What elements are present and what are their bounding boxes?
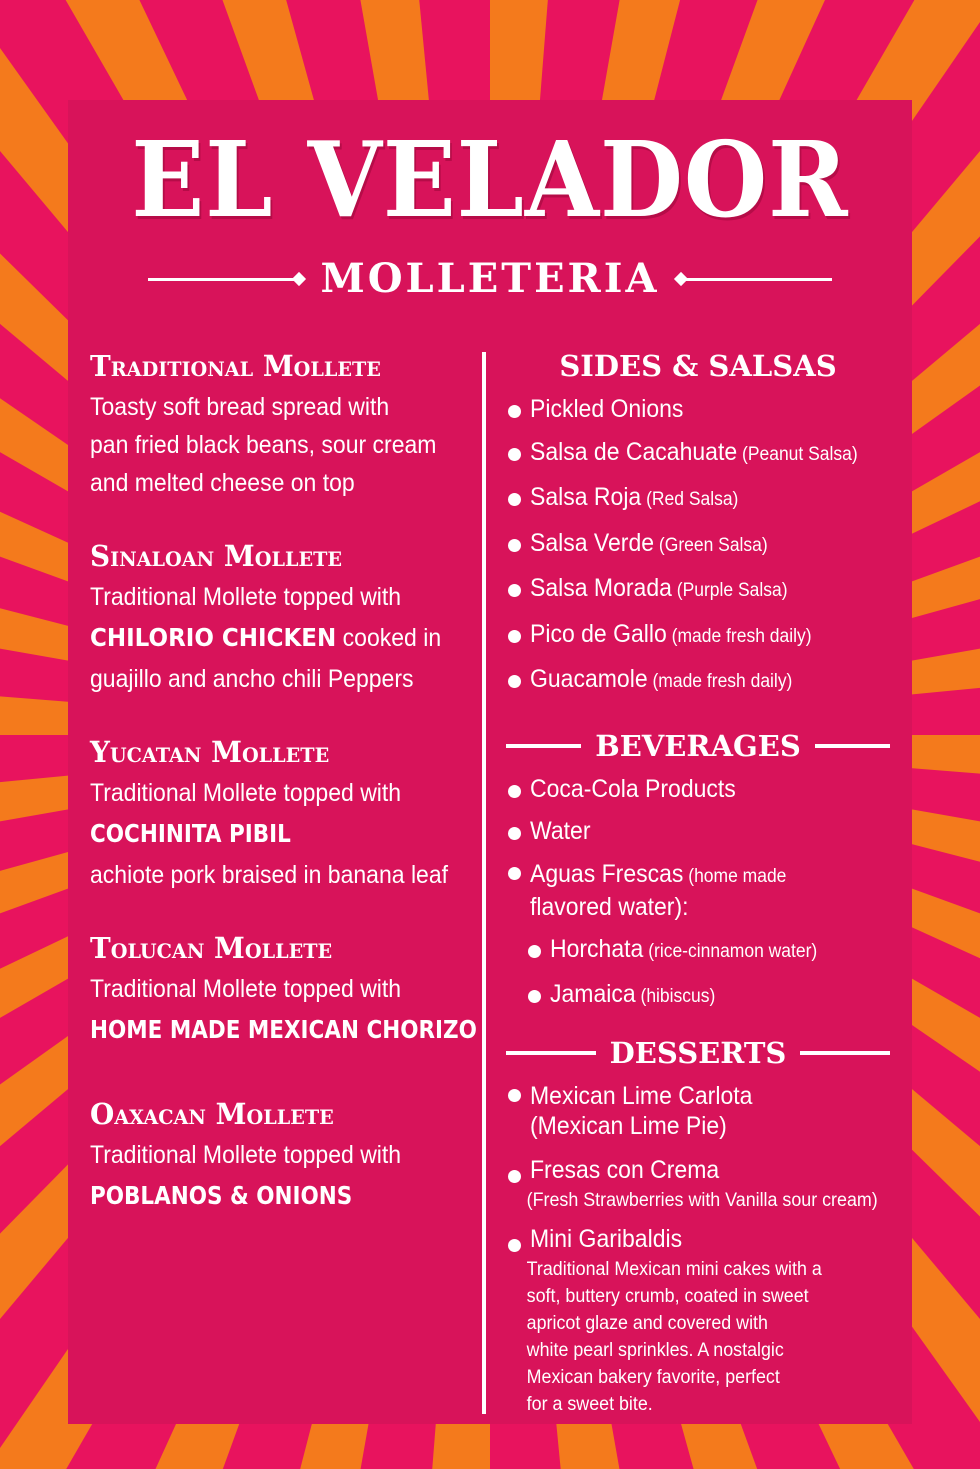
item-desc-line: Traditional Mollete topped with	[90, 975, 402, 1003]
item-highlight: COCHINITA PIBIL	[90, 819, 291, 848]
list-item: Mexican Lime Carlota (Mexican Lime Pie)	[506, 1075, 890, 1147]
menu-item-oaxacan	[90, 1092, 480, 1218]
mollete-menu	[90, 344, 480, 1250]
sides-drinks-desserts	[506, 344, 890, 1418]
restaurant-subtitle: MOLLETERIA	[320, 255, 660, 302]
item-note: (made fresh daily)	[666, 625, 812, 647]
item-name: Sinaloan Mollete	[90, 539, 342, 573]
header-rule	[815, 744, 890, 748]
list-subitem: Horchata (rice-cinnamon water)	[506, 928, 890, 974]
header-rule	[506, 744, 581, 748]
item-desc-line: Mexican bakery favorite, perfect	[526, 1366, 780, 1388]
list-item: Salsa Roja (Red Salsa)	[506, 476, 890, 522]
list-item: Salsa Verde (Green Salsa)	[506, 522, 890, 568]
item-desc-line: Traditional Mollete topped with	[90, 1141, 402, 1169]
menu-item-tolucan	[90, 926, 480, 1052]
header-rule	[506, 1051, 596, 1055]
list-item: Water	[506, 810, 890, 853]
menu-item-traditional	[90, 344, 480, 502]
item-name: Tolucan Mollete	[90, 931, 333, 965]
list-item: Mini Garibaldis	[506, 1222, 890, 1256]
list-item: Fresas con Crema	[506, 1153, 890, 1187]
item-note: (rice-cinnamon water)	[643, 940, 818, 962]
list-item: Pickled Onions	[506, 388, 890, 431]
item-note: (Green Salsa)	[654, 534, 768, 556]
sides-title: SIDES & SALSAS	[559, 349, 837, 383]
item-name: Oaxacan Mollete	[90, 1097, 334, 1131]
list-item: Aguas Frescas (home made flavored water):	[506, 853, 890, 928]
item-desc-line: achiote pork braised in banana leaf	[90, 861, 449, 889]
beverages-list	[506, 768, 890, 1019]
list-item: Pico de Gallo (made fresh daily)	[506, 613, 890, 659]
item-name: Yucatan Mollete	[90, 735, 330, 769]
item-name: Traditional Mollete	[90, 349, 381, 383]
item-desc-line: Traditional Mollete topped with	[90, 779, 402, 807]
item-note: (Purple Salsa)	[671, 580, 788, 601]
item-note: (hibiscus)	[635, 986, 716, 1007]
item-note-line2: flavored water):	[530, 892, 689, 921]
item-note: (Peanut Salsa)	[737, 443, 858, 465]
item-note: (made fresh daily)	[647, 671, 793, 692]
column-divider	[482, 352, 486, 1414]
item-note: (home made	[683, 865, 787, 887]
subtitle-row	[0, 256, 980, 302]
menu-item-sinaloan	[90, 534, 480, 698]
list-subitem: Jamaica (hibiscus)	[506, 973, 890, 1019]
item-desc-line: for a sweet bite.	[526, 1393, 653, 1415]
item-desc-line	[90, 616, 449, 660]
beverages-title: BEVERAGES	[595, 728, 801, 763]
item-desc-line: Traditional Mexican mini cakes with a	[526, 1258, 822, 1280]
header-rule	[800, 1051, 890, 1055]
subtitle-line-right	[682, 278, 832, 281]
desserts-title: DESSERTS	[609, 1035, 787, 1070]
item-note-line2: (Mexican Lime Pie)	[530, 1111, 727, 1140]
item-desc-line: Toasty soft bread spread with	[90, 393, 390, 421]
item-desc-rest: cooked in	[336, 624, 442, 652]
item-note: (Red Salsa)	[641, 489, 739, 510]
item-highlight: CHILORIO CHICKEN	[90, 623, 337, 652]
item-desc-line: guajillo and ancho chili Peppers	[90, 665, 414, 693]
item-desc-line: soft, buttery crumb, coated in sweet	[526, 1285, 809, 1307]
item-desc-line: white pearl sprinkles. A nostalgic	[526, 1339, 784, 1361]
item-desc: (Fresh Strawberries with Vanilla sour cream)	[526, 1189, 878, 1211]
item-desc-line: and melted cheese on top	[90, 469, 355, 497]
list-item: Salsa Morada (Purple Salsa)	[506, 567, 890, 613]
item-desc-line: apricot glaze and covered with	[526, 1312, 768, 1334]
list-item: Guacamole (made fresh daily)	[506, 658, 890, 704]
restaurant-title: EL VELADOR	[131, 118, 849, 241]
desserts-header	[506, 1031, 890, 1075]
item-highlight: POBLANOS & ONIONS	[90, 1181, 353, 1210]
item-desc-line: Traditional Mollete topped with	[90, 583, 402, 611]
list-item: Salsa de Cacahuate (Peanut Salsa)	[506, 431, 890, 477]
sides-list	[506, 388, 890, 704]
item-highlight: HOME MADE MEXICAN CHORIZO	[90, 1015, 477, 1044]
list-item: Coca-Cola Products	[506, 768, 890, 811]
beverages-header	[506, 724, 890, 768]
subtitle-line-left	[148, 278, 298, 281]
desserts-list	[506, 1075, 890, 1418]
item-desc-line: pan fried black beans, sour cream	[90, 431, 437, 459]
menu-item-yucatan	[90, 730, 480, 894]
